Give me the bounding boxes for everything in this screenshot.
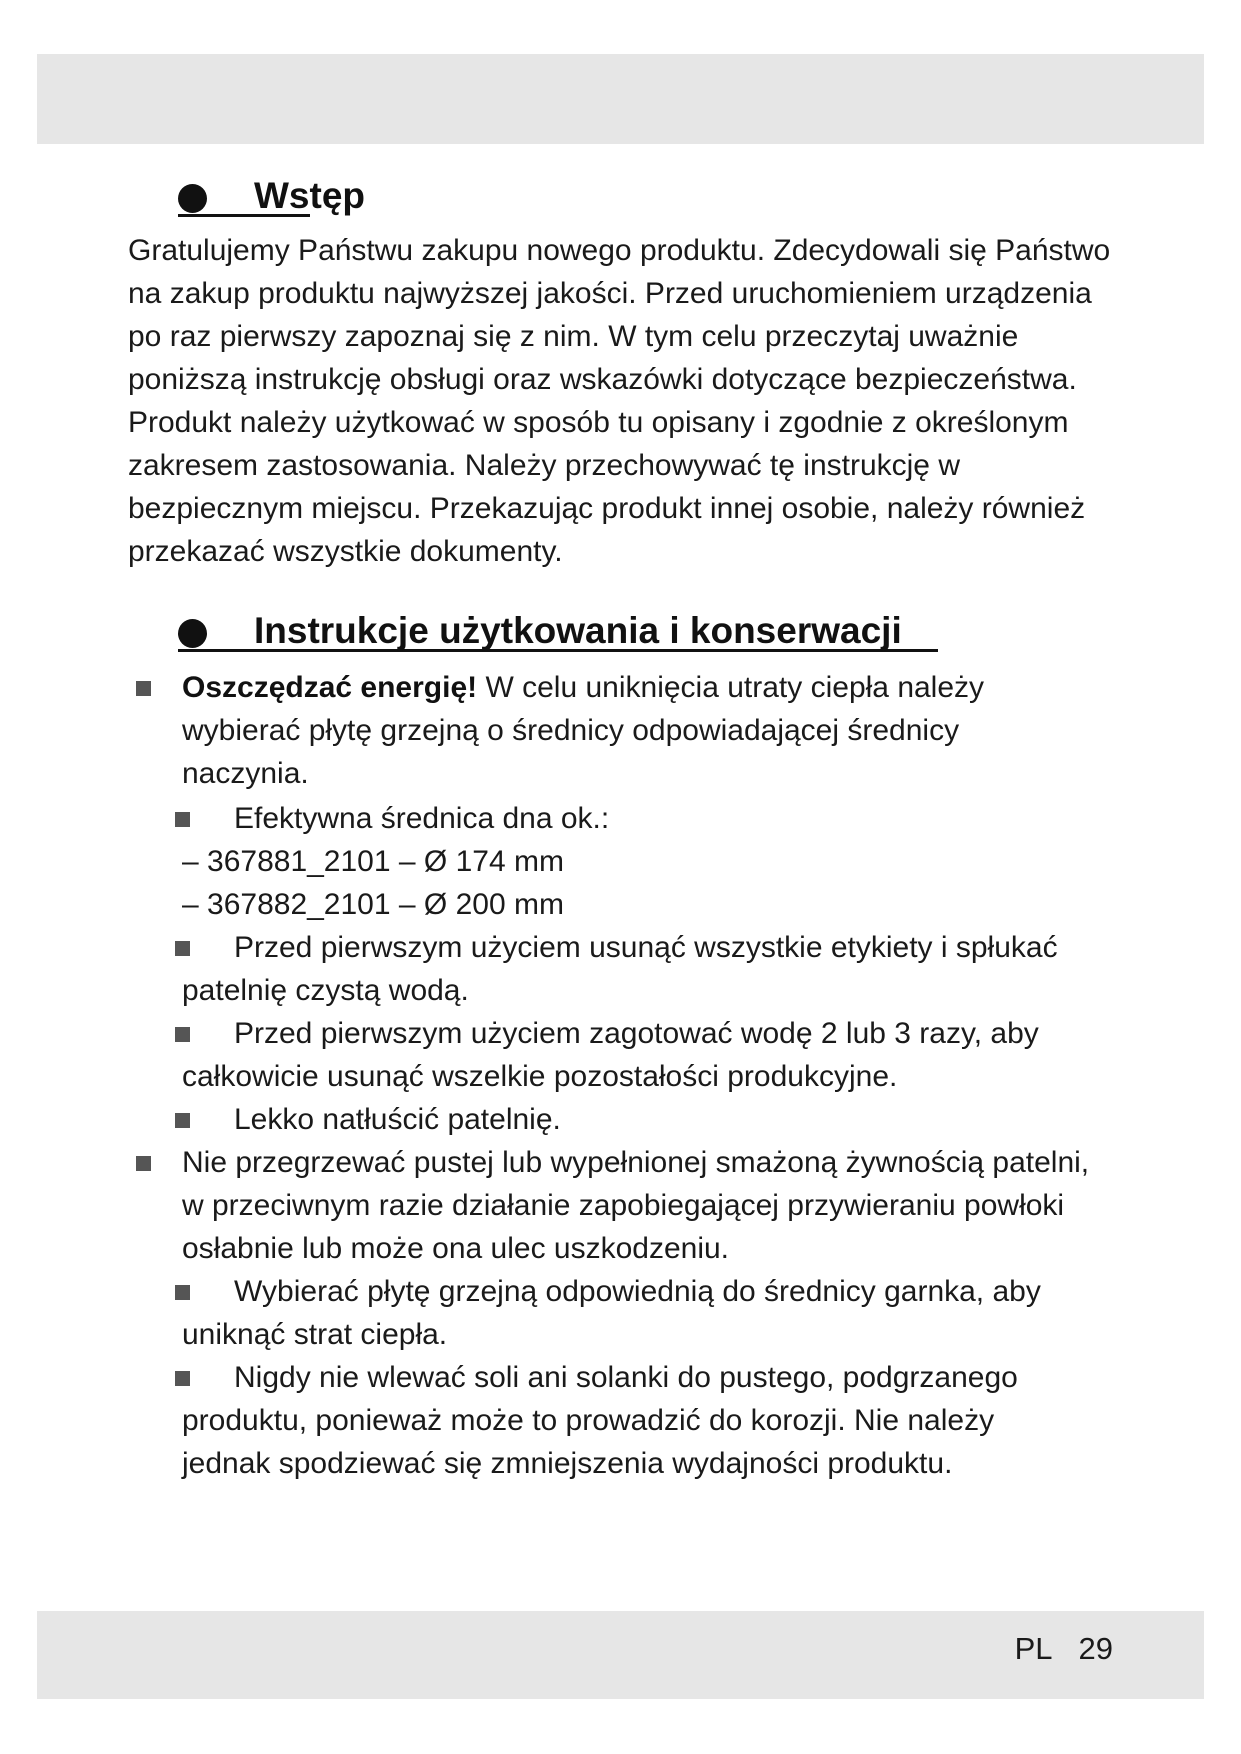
sub-item-salt: Nigdy nie wlewać soli ani solanki do pustego, podgrzanego produktu, ponieważ może to prowadzić do korozji. Nie należy jednak spodziewać się zmniejszenia wydajności produktu.	[182, 1361, 1018, 1480]
intro-paragraph: Gratulujemy Państwu zakupu nowego produktu. Zdecydowali się Państwo na zakup produktu najwyższej jakości. Przed uruchomieniem urządzenia po raz pierwszy zapoznaj się z nim. W tym celu przeczytaj uważnie poniższą instrukcję obsługi oraz wskazówki dotyczące bezpieczeństwa. Produkt należy użytkować w sposób tu opisany i zgodnie z określonym zakresem zastosowania. Należy przechowywać tę instrukcję w bezpiecznym miejscu. Przekazując produkt innej osobie, należy również przekazać wszystkie dokumenty.	[128, 234, 1111, 568]
section-title: Instrukcje użytkowania i konserwacji	[254, 610, 902, 651]
page-number: 29	[1078, 1631, 1113, 1666]
square-bullet-icon	[175, 1113, 190, 1128]
list-item-energy	[182, 666, 1062, 795]
sub-item-labels: Przed pierwszym użyciem usunąć wszystkie etykiety i spłukać patelnię czystą wodą.	[182, 931, 1058, 1007]
dash-item: – 367881_2101 – Ø 174 mm	[182, 845, 564, 878]
sub-item-diameter: Efektywna średnica dna ok.:	[234, 802, 610, 835]
sub-item-boil: Przed pierwszym użyciem zagotować wodę 2 lub 3 razy, aby całkowicie usunąć wszelkie pozostałości produkcyjne.	[182, 1017, 1039, 1093]
header-band	[37, 54, 1204, 144]
list-item-overheat: Nie przegrzewać pustej lub wypełnionej smażoną żywnością patelni, w przeciwnym razie działanie zapobiegającej przywieraniu powłoki osłabnie lub może ona ulec uszkodzeniu.	[182, 1146, 1090, 1265]
square-bullet-icon	[175, 812, 190, 827]
dash-item: – 367882_2101 – Ø 200 mm	[182, 888, 564, 921]
square-bullet-icon	[136, 1156, 151, 1171]
bullet-dot-icon	[178, 619, 207, 648]
section-title: Wstęp	[254, 175, 365, 216]
sub-item-hotplate: Wybierać płytę grzejną odpowiednią do średnicy garnka, aby uniknąć strat ciepła.	[182, 1275, 1041, 1351]
item-text: W celu uniknięcia utraty ciepła należy wybierać płytę grzejną o średnicy odpowiadającej średnicy naczynia.	[182, 671, 985, 790]
bold-lead: Oszczędzać energię!	[182, 671, 478, 704]
sub-item-grease: Lekko natłuścić patelnię.	[234, 1103, 561, 1136]
page-footer	[1015, 1629, 1113, 1669]
bullet-dot-icon	[178, 184, 207, 213]
square-bullet-icon	[136, 681, 151, 696]
language-code: PL	[1014, 1631, 1053, 1666]
